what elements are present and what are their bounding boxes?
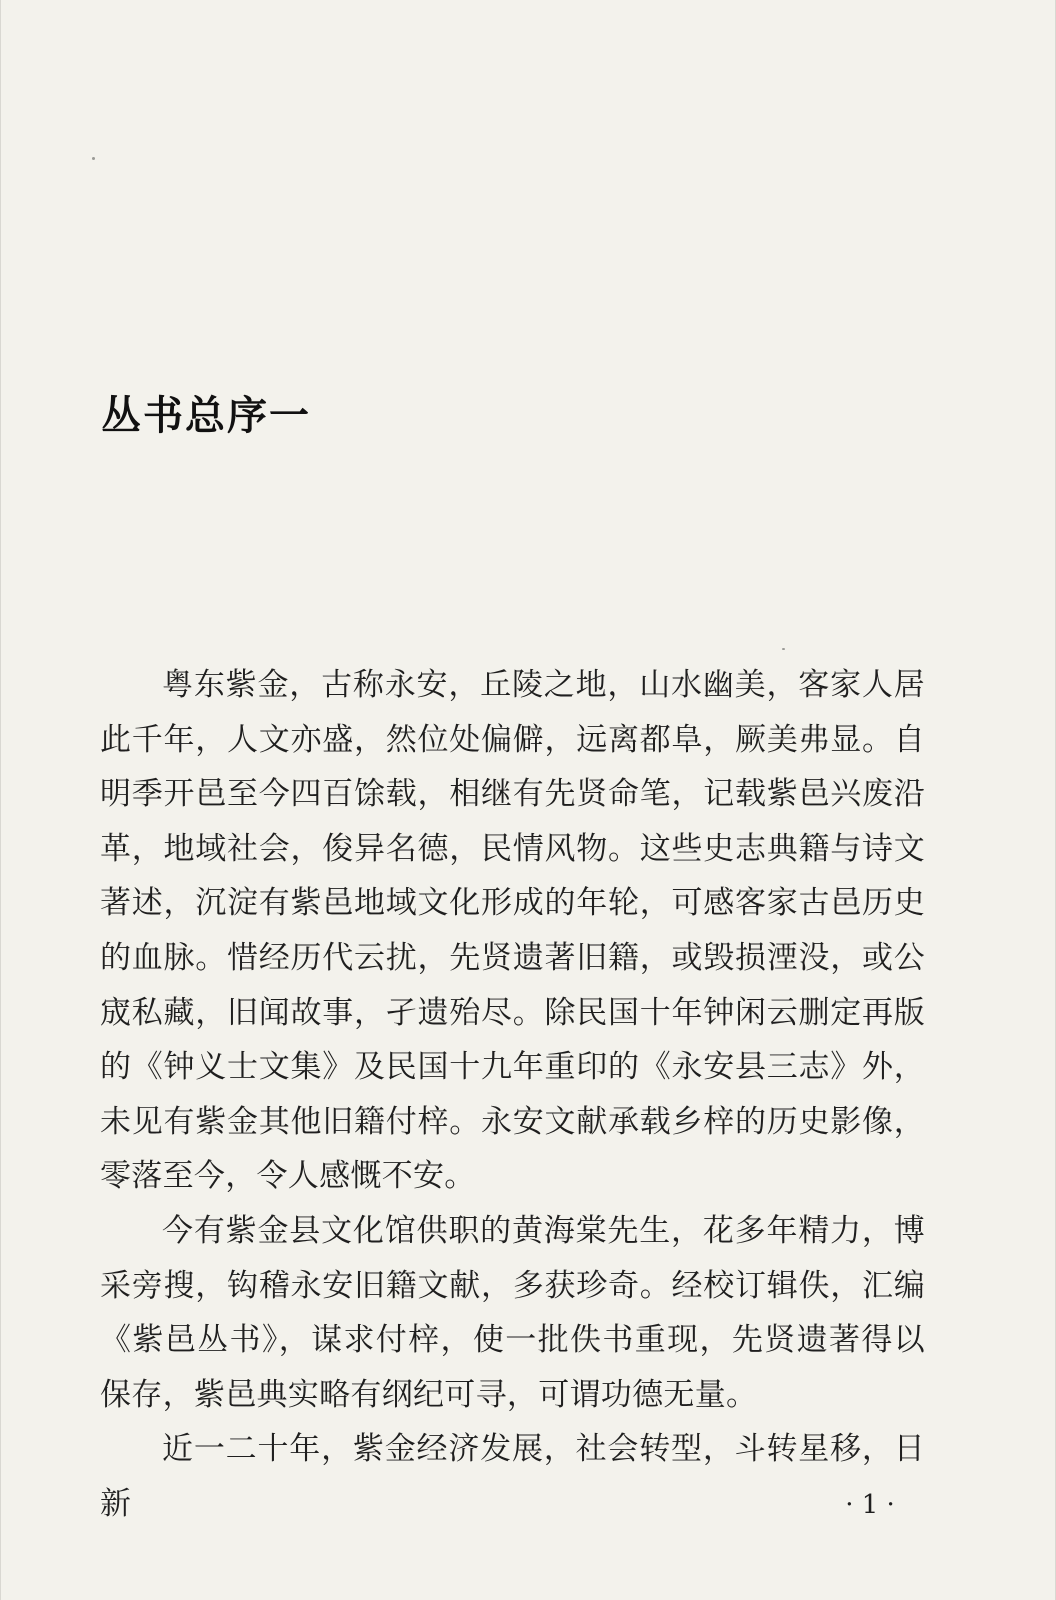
preface-body [100,658,925,1532]
page-number: · 1 · [845,1490,895,1520]
page-left-edge [0,0,1,1600]
paper-speck [782,648,785,650]
body-paragraph: 近一二十年，紫金经济发展，社会转型，斗转星移，日新 [100,1431,925,1522]
paper-speck [92,157,95,160]
preface-title: 丛书总序一 [101,393,311,439]
body-paragraph: 今有紫金县文化馆供职的黄海棠先生，花多年精力，博采旁搜，钩稽永安旧籍文献，多获珍奇。经校订辑佚，汇编《紫邑丛书》，谋求付梓，使一批佚书重现，先贤遗著得以保存，紫邑典实略有纲纪可寻，可谓功德无量。 [100,1212,925,1413]
body-paragraph: 粤东紫金，古称永安，丘陵之地，山水幽美，客家人居此千年，人文亦盛，然位处偏僻，远离都阜，厥美弗显。自明季开邑至今四百馀载，相继有先贤命笔，记载紫邑兴废沿革，地域社会，俊异名德，民情风物。这些史志典籍与诗文著述，沉淀有紫邑地域文化形成的年轮，可感客家古邑历史的血脉。惜经历代云扰，先贤遗著旧籍，或毁损湮没，或公宬私藏，旧闻故事，孑遗殆尽。除民国十年钟闲云删定再版的《钟义士文集》及民国十九年重印的《永安县三志》外，未见有紫金其他旧籍付梓。永安文献承载乡梓的历史影像，零落至今，令人感慨不安。 [100,667,925,1195]
